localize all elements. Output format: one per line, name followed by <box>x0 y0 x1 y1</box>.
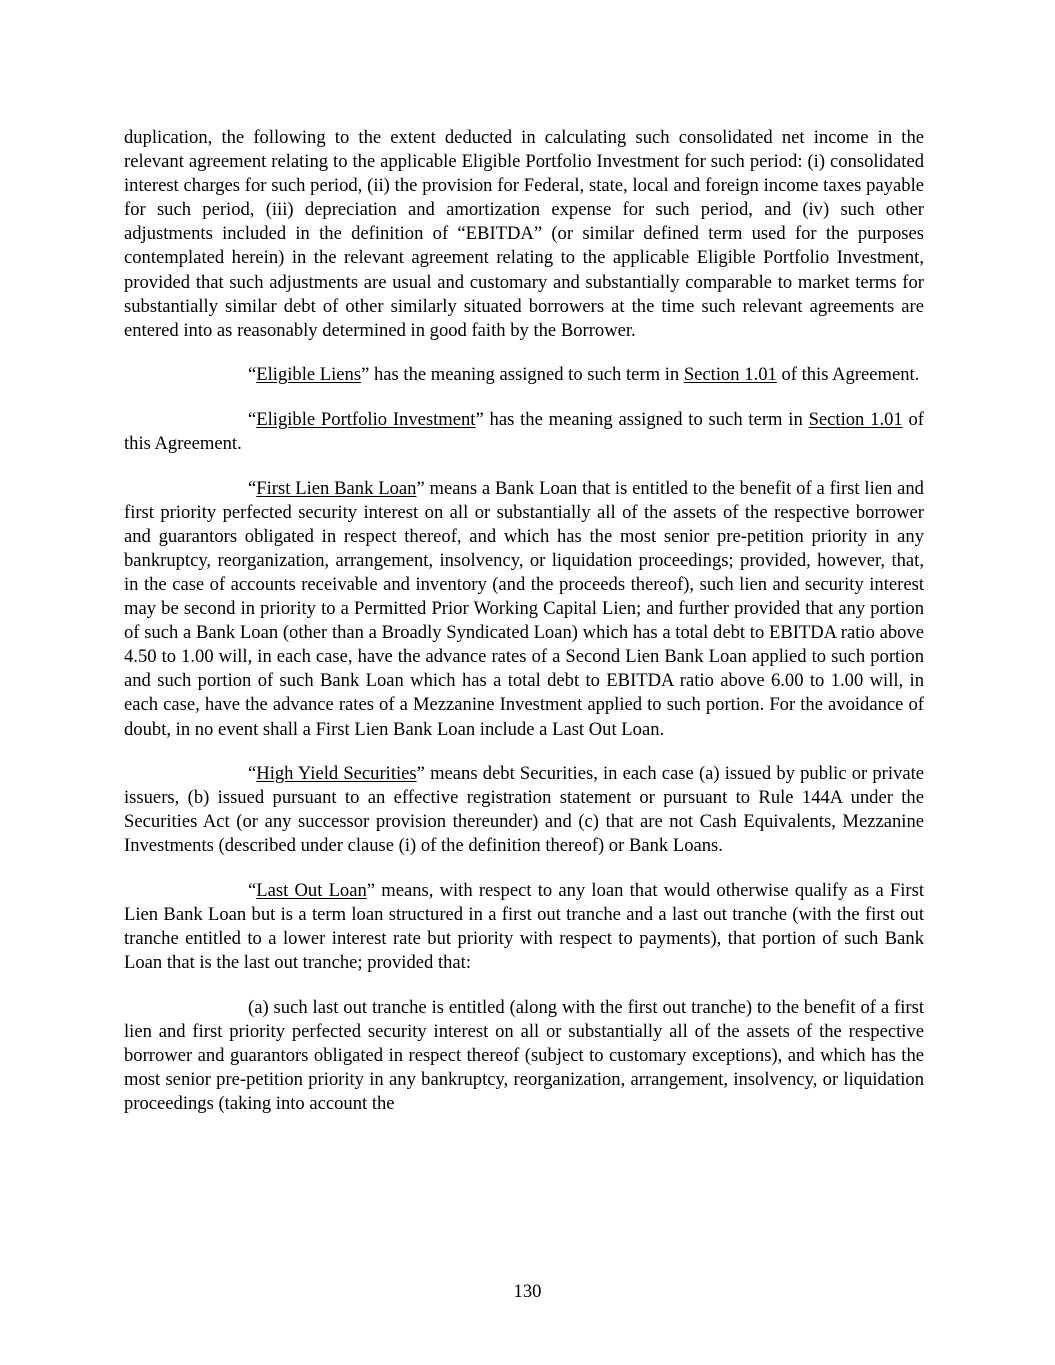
paragraph-ebitda-continuation <box>124 126 924 343</box>
definition-eligible-portfolio-investment <box>124 408 924 456</box>
open-quote: “ <box>248 408 257 430</box>
definition-text: ” means a Bank Loan that is entitled to the benefit of a first lien and first priority perfected security interest on all or substantially all of the assets of the respective borrower and guarantors obligated in respect thereof, and which has the most senior pre-petition priority in any bankruptcy, reorganization, arrangement, insolvency, or liquidation proceedings; provided, however, that, in the case of accounts receivable and inventory (and the proceeds thereof), such lien and security interest may be second in priority to a Permitted Prior Working Capital Lien; and further provided that any portion of such a Bank Loan (other than a Broadly Syndicated Loan) which has a total debt to EBITDA ratio above 4.50 to 1.00 will, in each case, have the advance rates of a Second Lien Bank Loan applied to such portion and such portion of such Bank Loan which has a total debt to EBITDA ratio above 6.00 to 1.00 will, in each case, have the advance rates of a Mezzanine Investment applied to such portion. For the avoidance of doubt, in no event shall a First Lien Bank Loan include a Last Out Loan. <box>124 477 924 740</box>
definition-eligible-liens <box>124 363 924 387</box>
defined-term-high-yield-securities: High Yield Securities <box>256 763 417 785</box>
paragraph-text: duplication, the following to the extent deducted in calculating such consolidated net income in the relevant agreement relating to the applicable Eligible Portfolio Investment for such period: (i) consolidated interest charges for such period, (ii) the provision for Federal, state, local and foreign income taxes payable for such period, (iii) depreciation and amortization expense for such period, and (iv) such other adjustments included in the definition of “EBITDA” (or similar defined term used for the purposes contemplated herein) in the relevant agreement relating to the applicable Eligible Portfolio Investment, provided that such adjustments are usual and customary and substantially comparable to market terms for substantially similar debt of other similarly situated borrowers at the time such relevant agreements are entered into as reasonably determined in good faith by the Borrower. <box>124 127 924 341</box>
open-quote: “ <box>248 763 257 785</box>
definition-text: ” means debt Securities, in each case (a) issued by public or private issuers, (b) issued pursuant to an effective registration statement or pursuant to Rule 144A under the Securities Act (or any successor provision thereunder) and (c) that are not Cash Equivalents, Mezzanine Investments (described under clause (i) of the definition thereof) or Bank Loans. <box>124 763 924 857</box>
section-reference: Section 1.01 <box>808 408 903 430</box>
open-quote: “ <box>248 880 257 902</box>
clause-a <box>124 996 924 1116</box>
definition-text: ” has the meaning assigned to such term in <box>475 408 809 430</box>
clause-text: (a) such last out tranche is entitled (along with the first out tranche) to the benefit of a first lien and first priority perfected security interest on all or substantially all of the assets of the respective borrower and guarantors obligated in respect thereof (subject to customary exceptions), and which has the most senior pre-petition priority in any bankruptcy, reorganization, arrangement, insolvency, or liquidation proceedings (taking into account the <box>124 996 924 1115</box>
open-quote: “ <box>248 364 257 386</box>
definition-text: of this Agreement. <box>124 408 924 455</box>
definition-high-yield-securities <box>124 762 924 858</box>
document-body <box>124 126 924 1137</box>
defined-term-eligible-portfolio-investment: Eligible Portfolio Investment <box>256 408 476 430</box>
defined-term-first-lien-bank-loan: First Lien Bank Loan <box>256 477 417 499</box>
open-quote: “ <box>248 477 257 499</box>
definition-last-out-loan <box>124 879 924 975</box>
defined-term-eligible-liens: Eligible Liens <box>256 364 362 386</box>
definition-text: of this Agreement. <box>776 364 920 386</box>
definition-first-lien-bank-loan <box>124 477 924 742</box>
page-number: 130 <box>513 1281 542 1302</box>
definition-text: ” has the meaning assigned to such term in <box>361 364 684 386</box>
definition-text: ” means, with respect to any loan that would otherwise qualify as a First Lien Bank Loan but is a term loan structured in a first out tranche and a last out tranche (with the first out tranche entitled to a lower interest rate but priority with respect to payments), that portion of such Bank Loan that is the last out tranche; provided that: <box>124 880 924 974</box>
section-reference: Section 1.01 <box>683 364 777 386</box>
defined-term-last-out-loan: Last Out Loan <box>256 880 367 902</box>
